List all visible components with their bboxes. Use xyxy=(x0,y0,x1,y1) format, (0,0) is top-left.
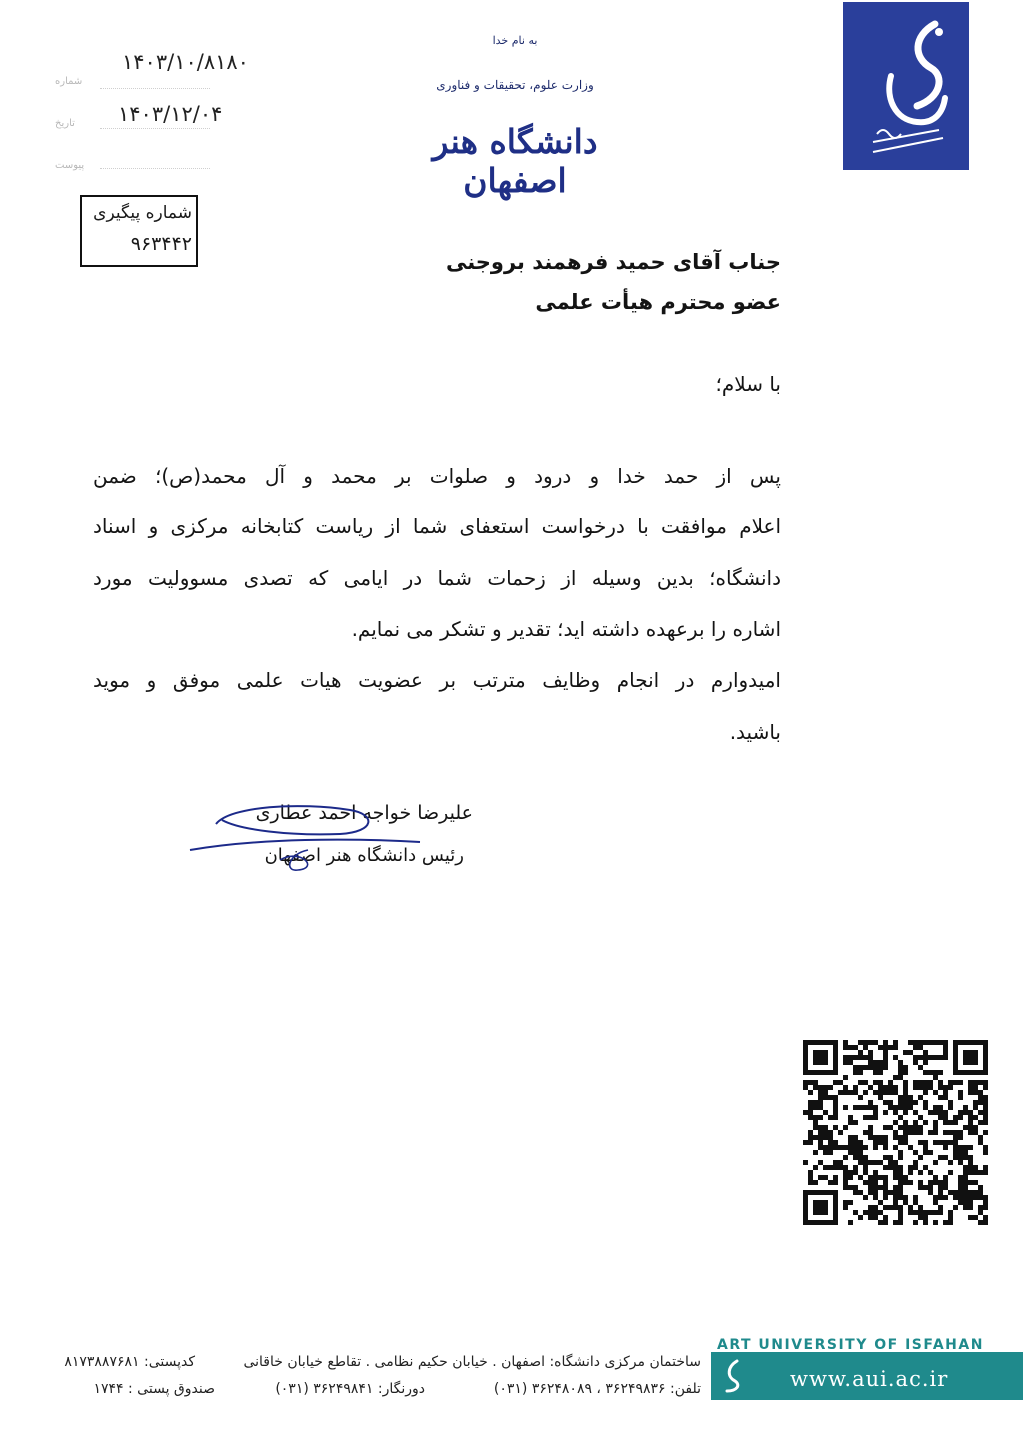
footer-address: ساختمان مرکزی دانشگاه: اصفهان . خیابان حکیم نظامی . تقاطع خیابان خاقانی xyxy=(243,1354,701,1370)
addressee-name: جناب آقای حمید فرهمند بروجنی xyxy=(445,250,781,274)
tracking-number: ۹۶۳۴۴۲ xyxy=(130,233,192,255)
qr-code xyxy=(803,1040,988,1225)
body-line: اشاره را برعهده داشته اید؛ تقدیر و تشکر می نمایم. xyxy=(351,617,781,641)
footer-website[interactable]: www.aui.ac.ir xyxy=(790,1367,949,1391)
greeting: با سلام؛ xyxy=(715,372,781,396)
footer-po-box: صندوق پستی : ۱۷۴۴ xyxy=(93,1381,215,1397)
letter-date: ۱۴۰۳/۱۲/۰۴ xyxy=(118,102,223,126)
tracking-label: شماره پیگیری xyxy=(93,203,192,223)
body-line: پس از حمد خدا و درود و صلوات بر محمد و آل محمد(ص)؛ ضمن xyxy=(93,464,781,488)
attachment-label: پیوست xyxy=(55,160,85,171)
footer-fax: دورنگار: ۳۶۲۴۹۸۴۱ (۰۳۱) xyxy=(275,1381,425,1397)
handwritten-signature xyxy=(180,790,440,875)
signatory-title: رئیس دانشگاه هنر اصفهان xyxy=(264,845,464,866)
addressee-title: عضو محترم هیأت علمی xyxy=(535,290,781,314)
ministry-name: وزارت علوم، تحقیقات و فناوری xyxy=(436,78,594,92)
body-line: باشید. xyxy=(729,720,781,744)
body-line: دانشگاه؛ بدین وسیله از زحمات شما در ایامی که تصدی مسوولیت مورد xyxy=(93,566,781,590)
attachment-line xyxy=(100,168,210,169)
footer-phone: تلفن: ۳۶۲۴۹۸۳۶ ، ۳۶۲۴۸۰۸۹ (۰۳۱) xyxy=(493,1381,701,1397)
date-line xyxy=(100,128,210,129)
number-label: شماره xyxy=(55,76,83,87)
university-name: دانشگاه هنر اصفهان xyxy=(432,122,598,200)
body-line: اعلام موافقت با درخواست استعفای شما از ریاست کتابخانه مرکزی و اسناد xyxy=(93,514,781,538)
footer-logo-icon xyxy=(717,1357,747,1395)
footer-postal-code: کدپستی: ۸۱۷۳۸۸۷۶۸۱ xyxy=(64,1354,195,1370)
date-label: تاریخ xyxy=(55,118,75,129)
tracking-box xyxy=(80,195,198,267)
number-line xyxy=(100,88,210,89)
letterhead xyxy=(395,30,635,200)
signatory-name: علیرضا خواجه احمد عطاری xyxy=(255,802,473,824)
body-line: امیدوارم در انجام وظایف مترتب بر عضویت هیات علمی موفق و موید xyxy=(93,668,781,692)
letter-number: ۱۴۰۳/۱۰/۸۱۸۰ xyxy=(122,50,249,74)
bismillah: به نام خدا xyxy=(492,34,538,47)
logo-calligraphy-icon xyxy=(843,2,969,170)
university-logo xyxy=(843,2,969,170)
footer-university-english: ART UNIVERSITY OF ISFAHAN xyxy=(717,1337,984,1353)
